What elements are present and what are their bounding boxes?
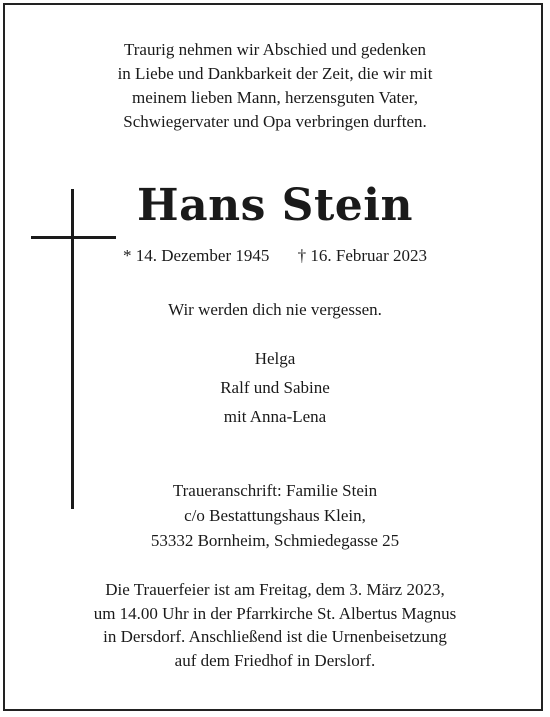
death-date: † 16. Februar 2023	[297, 246, 427, 265]
family-member: Helga	[254, 349, 296, 368]
birth-date: * 14. Dezember 1945	[123, 246, 270, 265]
service-line: in Dersdorf. Anschließend ist die Urnenbeisetzung	[103, 627, 447, 646]
family-member: Ralf und Sabine	[220, 378, 330, 397]
address-line: 53332 Bornheim, Schmiedegasse 25	[150, 531, 400, 550]
service-line: auf dem Friedhof in Derslorf.	[174, 650, 376, 670]
deceased-name: Hans Stein	[137, 180, 413, 231]
life-dates	[0, 244, 550, 268]
service-line: um 14.00 Uhr in der Pfarrkirche St. Albertus Magnus	[93, 603, 457, 623]
intro-line: Traurig nehmen wir Abschied und gedenken	[123, 40, 426, 59]
intro-line: Schwiegervater und Opa verbringen durften.	[123, 112, 427, 131]
cross-icon-horizontal	[31, 236, 116, 239]
address-line: c/o Bestattungshaus Klein,	[184, 506, 366, 525]
family-names	[0, 344, 550, 431]
intro-text	[0, 38, 550, 134]
intro-line: in Liebe und Dankbarkeit der Zeit, die wir mit	[117, 64, 433, 83]
address-line: Traueranschrift: Familie Stein	[172, 481, 378, 500]
motto: Wir werden dich nie vergessen.	[168, 300, 382, 319]
service-info	[0, 578, 550, 672]
mourning-address	[0, 478, 550, 553]
intro-line: meinem lieben Mann, herzensguten Vater,	[131, 88, 419, 107]
family-member: mit Anna-Lena	[223, 407, 327, 426]
service-line: Die Trauerfeier ist am Freitag, dem 3. März 2023,	[105, 580, 445, 599]
